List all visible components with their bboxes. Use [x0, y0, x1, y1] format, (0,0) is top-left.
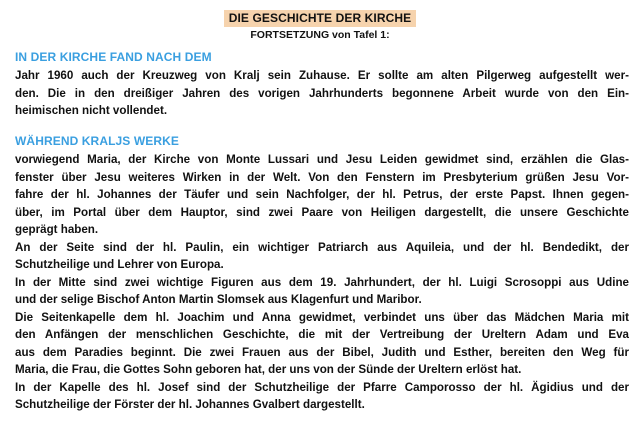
text-line: fenster über Jesu weiteres Wirken in der Welt. Von den Fenstern im Presbyterium grüßen Jesu Vor- [15, 170, 629, 184]
text-line: Die Seitenkapelle dem hl. Joachim und Anna gewidmet, verbindet uns über das Mädchen Maria mit [15, 310, 629, 324]
page-subtitle: FORTSETZUNG von Tafel 1: [250, 29, 390, 41]
text-line: In der Mitte sind zwei wichtige Figuren aus dem 19. Jahrhundert, der hl. Luigi Scrosoppi aus Udine [15, 275, 629, 289]
text-line: An der Seite sind der hl. Paulin, ein wichtiger Patriarch aus Aquileia, und der hl. Bendedikt, der [15, 240, 629, 254]
section-heading-1: IN DER KIRCHE FAND NACH DEM [15, 50, 212, 64]
text-line: In der Kapelle des hl. Josef sind der Schutzheilige der Pfarre Camporosso der hl. Ägidius und der [15, 380, 629, 394]
text-line: heimischen nicht vollendet. [15, 104, 168, 117]
section-body-1 [15, 67, 629, 120]
text-line: aus dem Paradies beginnt. Die zwei Frauen aus der Bibel, Judith und Esther, bereiten den Weg für [15, 345, 629, 359]
text-line: über, im Portal über dem Hauptor, sind zwei Paare von Heiligen dargestellt, die unsere Geschichte [15, 205, 629, 219]
text-line: geprägt haben. [15, 223, 99, 236]
title-container [0, 9, 640, 27]
text-line: fahre der hl. Johannes der Täufer und sein Nachfolger, der hl. Petrus, der erste Papst. Ihnen gegen- [15, 188, 629, 201]
text-line: Maria, die Frau, die Gottes Sohn geboren hat, der uns von der Sünde der Ureltern erlöst hat. [15, 363, 522, 376]
text-line: vorwiegend Maria, der Kirche von Monte Lussari und Jesu Leiden gewidmet sind, erzählen die Glas- [15, 153, 629, 166]
text-line: Schutzheilige und Lehrer von Europa. [15, 258, 224, 271]
text-line: Jahr 1960 auch der Kreuzweg von Kralj sein Zuhause. Er sollte am alten Pilgerweg aufgestellt wer- [15, 69, 629, 82]
page-title: DIE GESCHICHTE DER KIRCHE [224, 10, 417, 27]
text-line: Schutzheilige der Förster der hl. Johannes Gvalbert dargestellt. [15, 398, 365, 411]
text-line: und der selige Bischof Anton Martin Slomsek aus Klagenfurt und Maribor. [15, 293, 422, 306]
text-line: den Anfängen der menschlichen Geschichte, die mit der Vertreibung der Ureltern Adam und Eva [15, 328, 629, 341]
text-line: den. Die in den dreißiger Jahren des vorigen Jahrhunderts begonnene Arbeit wurde von den Ein- [15, 86, 629, 100]
section-heading-2: WÄHREND KRALJS WERKE [15, 134, 179, 148]
section-body-2 [15, 151, 629, 414]
